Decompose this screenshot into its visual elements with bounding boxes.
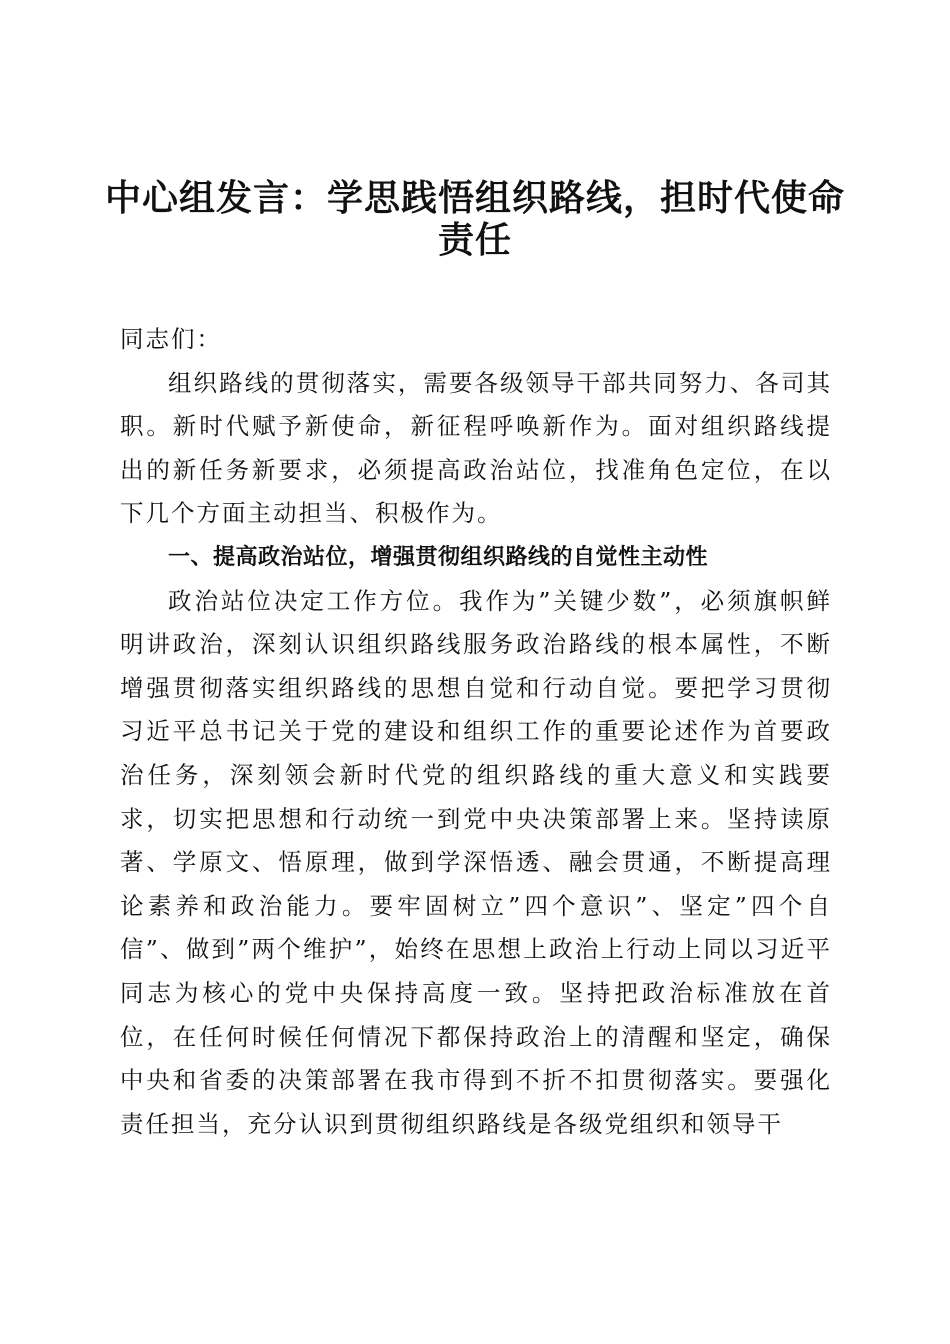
section-paragraph: 政治站位决定工作方位。我作为”关键少数”，必须旗帜鲜明讲政治，深刻认识组织路线服务政治路线的根本属性，不断增强贯彻落实组织路线的思想自觉和行动自觉。要把学习贯彻习近平总书记关于党的建设和组织工作的重要论述作为首要政治任务，深刻领会新时代党的组织路线的重大意义和实践要求，切实把思想和行动统一到党中央决策部署上来。坚持读原著、学原文、悟原理，做到学深悟透、融会贯通，不断提高理论素养和政治能力。要牢固树立”四个意识”、坚定”四个自信”、做到”两个维护”，始终在思想上政治上行动上同以习近平同志为核心的党中央保持高度一致。坚持把政治标准放在首位，在任何时候任何情况下都保持政治上的清醒和坚定，确保中央和省委的决策部署在我市得到不折不扣贯彻落实。要强化责任担当，充分认识到贯彻组织路线是各级党组织和领导干: [120, 586, 832, 1138]
document-body: [120, 318, 832, 1146]
salutation: 同志们：: [120, 325, 222, 353]
section-heading: 一、提高政治站位，增强贯彻组织路线的自觉性主动性: [168, 544, 709, 570]
intro-paragraph: 组织路线的贯彻落实，需要各级领导干部共同努力、各司其职。新时代赋予新使命，新征程呼唤新作为。面对组织路线提出的新任务新要求，必须提高政治站位，找准角色定位，在以下几个方面主动担当、积极作为。: [120, 368, 832, 528]
document-title: 中心组发言：学思践悟组织路线，担时代使命责任: [104, 178, 845, 261]
